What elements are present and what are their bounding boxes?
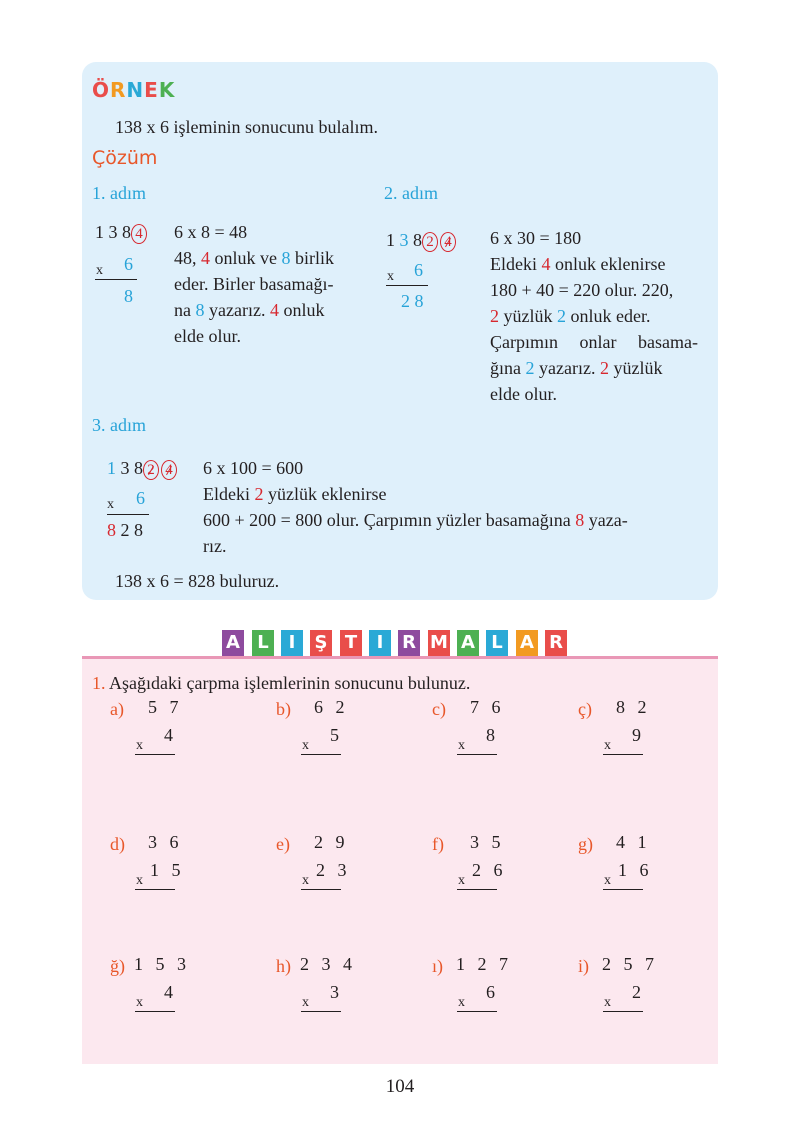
exercise-multiplicand: 5 7 [148,697,183,717]
step2-result: 2 8 [401,291,424,311]
multiply-line [457,754,497,755]
text-line: Çarpımın onlar basama- [490,332,698,352]
banner-letter: A [222,630,244,656]
exercise-label: ı) [432,956,443,976]
exercise-label: f) [432,834,444,854]
exercise-multiplier: 1 6 [618,860,653,880]
text-line: elde olur. [490,384,557,404]
step3-explanation [203,455,698,559]
example-title [92,78,175,102]
multiply-sign: x [302,995,309,1010]
banner-letter: L [252,630,274,656]
multiply-line [603,1011,643,1012]
title-letter: R [110,78,127,102]
multiply-line [457,1011,497,1012]
exercise-label: c) [432,699,446,719]
text-line: 6 x 30 = 180 [490,228,582,248]
multiply-line [457,889,497,890]
multiply-sign: x [458,738,465,753]
exercise-label: b) [276,699,291,719]
multiply-line [135,889,175,890]
crossed-carry-circle: 4 [440,232,456,252]
text-line: 6 x 8 = 48 [174,222,248,242]
exercise-multiplicand: 2 3 4 [300,954,356,974]
step1-label: 1. adım [92,183,146,203]
example-conclusion: 138 x 6 = 828 buluruz. [115,571,280,591]
multiply-line [301,1011,341,1012]
crossed-carry-circle: 2 [143,460,159,480]
text-line: 48, 4 onluk ve 8 birlik [174,248,334,268]
text-line: Eldeki 2 yüzlük eklenirse [203,484,387,504]
carry-circle: 2 [422,232,438,252]
exercise-label: e) [276,834,290,854]
question-text: Aşağıdaki çarpma işlemlerinin sonucunu bulunuz. [105,673,471,693]
step1-digits: 1 3 8 [95,222,131,242]
banner-letter: T [340,630,362,656]
step2-multiplier: 6 [414,260,423,280]
text-line: 600 + 200 = 800 olur. Çarpımın yüzler basamağına 8 yaza- [203,510,628,530]
multiply-sign: x [387,269,394,284]
step3-multiplier: 6 [136,488,145,508]
text-line: eder. Birler basamağı- [174,274,334,294]
banner-letter: R [545,630,567,656]
multiply-sign: x [604,738,611,753]
multiply-line [135,754,175,755]
multiply-line [135,1011,175,1012]
text-line: rız. [203,536,227,556]
step1-result: 8 [124,286,133,306]
text-line: 2 yüzlük 2 onluk eder. [490,306,651,326]
exercise-multiplier: 1 5 [150,860,185,880]
multiply-sign: x [96,263,103,278]
banner-letter: I [369,630,391,656]
exercise-multiplicand: 8 2 [616,697,651,717]
step3-result: 8 2 8 [107,520,143,540]
banner-letter: A [457,630,479,656]
title-letter: E [144,78,159,102]
exercises-divider [82,656,718,659]
exercise-label: d) [110,834,125,854]
text-line: 6 x 100 = 600 [203,458,304,478]
exercise-multiplier: 5 [330,725,343,745]
exercise-multiplier: 2 [632,982,645,1002]
exercise-label: ğ) [110,956,125,976]
solution-heading: Çözüm [92,147,158,169]
carry-circle: 4 [131,224,147,244]
question-number: 1. [92,673,106,693]
title-letter: N [126,78,145,102]
multiply-line [301,889,341,890]
multiply-line [301,754,341,755]
exercise-multiplicand: 2 9 [314,832,349,852]
multiply-sign: x [136,873,143,888]
exercise-label: g) [578,834,593,854]
exercise-multiplier: 9 [632,725,645,745]
exercise-multiplicand: 2 5 7 [602,954,658,974]
text-line: 180 + 40 = 220 olur. 220, [490,280,674,300]
banner-letter: A [516,630,538,656]
multiply-sign: x [604,873,611,888]
exercise-multiplier: 2 6 [472,860,507,880]
exercise-multiplicand: 3 6 [148,832,183,852]
banner-letter: Ş [310,630,332,656]
multiply-line [603,889,643,890]
crossed-carry-circle: 4 [161,460,177,480]
step1-multiplier: 6 [124,254,133,274]
exercise-label: i) [578,956,589,976]
banner-letter: M [428,630,450,656]
multiply-line [107,514,149,515]
multiply-line [603,754,643,755]
exercise-label: h) [276,956,291,976]
exercise-multiplier: 4 [164,725,177,745]
title-letter: K [158,78,176,102]
example-intro: 138 x 6 işleminin sonucunu bulalım. [115,117,378,137]
multiply-sign: x [458,873,465,888]
multiply-sign: x [604,995,611,1010]
multiply-sign: x [136,995,143,1010]
exercise-label: ç) [578,699,592,719]
step1-multiplicand [95,219,147,245]
banner-letter: R [398,630,420,656]
text-line: ğına 2 yazarız. 2 yüzlük [490,358,663,378]
page-number: 104 [385,1076,415,1097]
exercise-multiplier: 6 [486,982,499,1002]
text-line: Eldeki 4 onluk eklenirse [490,254,666,274]
multiply-sign: x [107,497,114,512]
exercise-multiplicand: 3 5 [470,832,505,852]
title-letter: Ö [92,78,111,102]
exercise-multiplier: 8 [486,725,499,745]
exercise-multiplicand: 4 1 [616,832,651,852]
exercise-multiplicand: 1 2 7 [456,954,512,974]
step2-label: 2. adım [384,183,438,203]
exercise-label: a) [110,699,124,719]
multiply-sign: x [136,738,143,753]
multiply-line [386,285,428,286]
banner-letter: I [281,630,303,656]
exercise-multiplier: 4 [164,982,177,1002]
multiply-sign: x [302,873,309,888]
multiply-sign: x [302,738,309,753]
text-line: na 8 yazarız. 4 onluk [174,300,325,320]
multiply-line [95,279,137,280]
step2-explanation [490,225,698,407]
exercise-multiplicand: 1 5 3 [134,954,190,974]
step3-multiplicand: 1 3 8 2 4 [107,455,177,481]
step3-label: 3. adım [92,415,146,435]
exercise-multiplier: 3 [330,982,343,1002]
text-line: elde olur. [174,326,241,346]
exercise-multiplier: 2 3 [316,860,351,880]
exercise-multiplicand: 7 6 [470,697,505,717]
step1-explanation [174,219,354,349]
multiply-sign: x [458,995,465,1010]
step2-multiplicand: 1 3 8 2 4 [386,227,456,253]
banner-letter: L [486,630,508,656]
question-1 [92,670,470,696]
exercise-multiplicand: 6 2 [314,697,349,717]
